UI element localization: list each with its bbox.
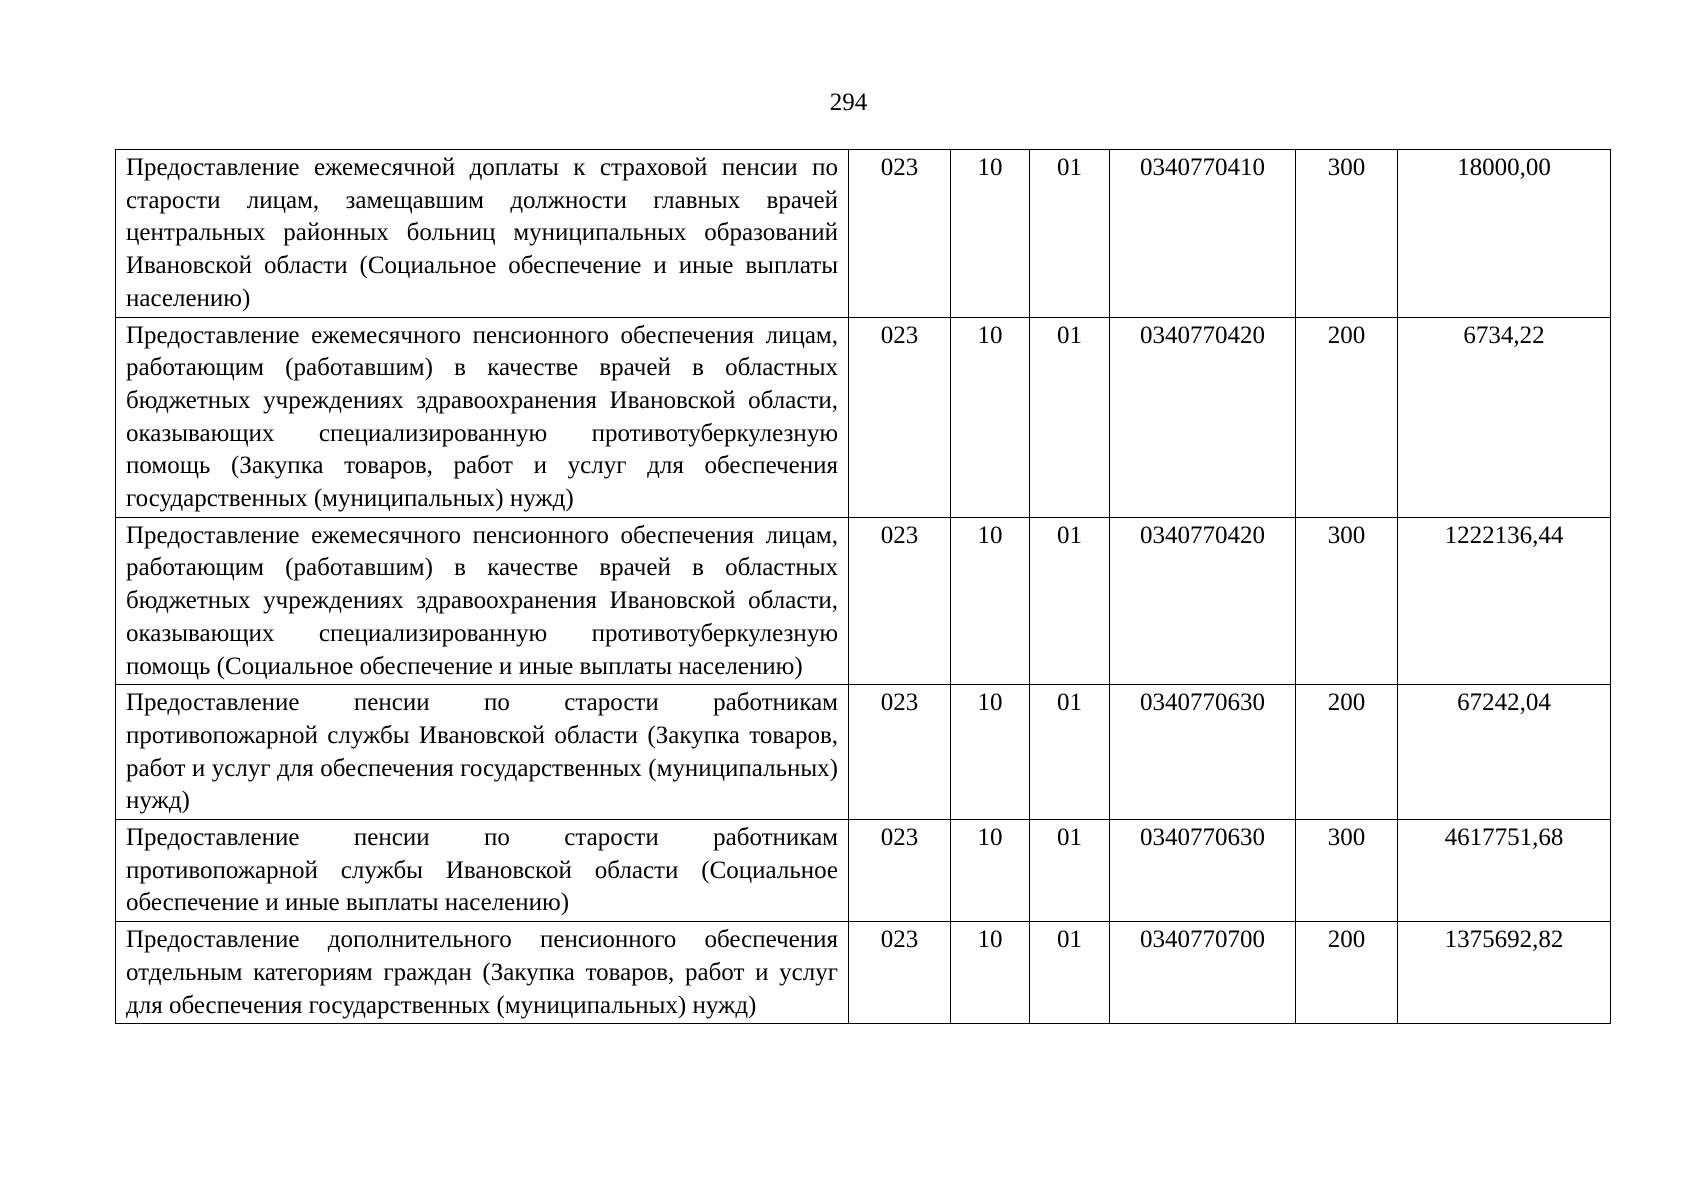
table-row <box>116 685 1611 820</box>
table-row <box>116 517 1611 685</box>
target-article-cell: 0340770700 <box>1110 922 1296 1024</box>
expense-type-cell: 200 <box>1296 317 1398 517</box>
page-number: 294 <box>829 89 868 116</box>
table-row <box>116 317 1611 517</box>
section-cell: 10 <box>951 685 1030 820</box>
expense-type-cell: 200 <box>1296 685 1398 820</box>
description-cell: Предоставление пенсии по старости работникам противопожарной службы Ивановской области (Социальное обеспечение и иные выплаты населению) <box>116 820 849 922</box>
section-cell: 10 <box>951 317 1030 517</box>
target-article-cell: 0340770420 <box>1110 517 1296 685</box>
description-cell: Предоставление ежемесячного пенсионного обеспечения лицам, работающим (работавшим) в качестве врачей в областных бюджетных учреждениях здравоохранения Ивановской области, оказывающих специализированную противотуберкулезную помощь (Закупка товаров, работ и услуг для обеспечения государственных (муниципальных) нужд) <box>116 317 849 517</box>
ministry-code-cell: 023 <box>849 517 951 685</box>
table-row <box>116 820 1611 922</box>
ministry-code-cell: 023 <box>849 150 951 318</box>
budget-table <box>115 149 1611 1024</box>
amount-cell: 6734,22 <box>1398 317 1611 517</box>
amount-cell: 67242,04 <box>1398 685 1611 820</box>
subsection-cell: 01 <box>1030 922 1110 1024</box>
amount-cell: 18000,00 <box>1398 150 1611 318</box>
section-cell: 10 <box>951 150 1030 318</box>
target-article-cell: 0340770630 <box>1110 685 1296 820</box>
ministry-code-cell: 023 <box>849 685 951 820</box>
description-cell: Предоставление дополнительного пенсионного обеспечения отдельным категориям граждан (Закупка товаров, работ и услуг для обеспечения государственных (муниципальных) нужд) <box>116 922 849 1024</box>
subsection-cell: 01 <box>1030 150 1110 318</box>
description-cell: Предоставление пенсии по старости работникам противопожарной службы Ивановской области (Закупка товаров, работ и услуг для обеспечения государственных (муниципальных) нужд) <box>116 685 849 820</box>
target-article-cell: 0340770420 <box>1110 317 1296 517</box>
expense-type-cell: 300 <box>1296 820 1398 922</box>
subsection-cell: 01 <box>1030 317 1110 517</box>
description-cell: Предоставление ежемесячной доплаты к страховой пенсии по старости лицам, замещавшим должности главных врачей центральных районных больниц муниципальных образований Ивановской области (Социальное обеспечение и иные выплаты населению) <box>116 150 849 318</box>
target-article-cell: 0340770410 <box>1110 150 1296 318</box>
expense-type-cell: 300 <box>1296 517 1398 685</box>
ministry-code-cell: 023 <box>849 820 951 922</box>
section-cell: 10 <box>951 820 1030 922</box>
expense-type-cell: 200 <box>1296 922 1398 1024</box>
section-cell: 10 <box>951 517 1030 685</box>
description-cell: Предоставление ежемесячного пенсионного обеспечения лицам, работающим (работавшим) в качестве врачей в областных бюджетных учреждениях здравоохранения Ивановской области, оказывающих специализированную противотуберкулезную помощь (Социальное обеспечение и иные выплаты населению) <box>116 517 849 685</box>
expense-type-cell: 300 <box>1296 150 1398 318</box>
section-cell: 10 <box>951 922 1030 1024</box>
subsection-cell: 01 <box>1030 685 1110 820</box>
subsection-cell: 01 <box>1030 820 1110 922</box>
table-row <box>116 922 1611 1024</box>
ministry-code-cell: 023 <box>849 922 951 1024</box>
amount-cell: 4617751,68 <box>1398 820 1611 922</box>
amount-cell: 1375692,82 <box>1398 922 1611 1024</box>
table-row <box>116 150 1611 318</box>
subsection-cell: 01 <box>1030 517 1110 685</box>
amount-cell: 1222136,44 <box>1398 517 1611 685</box>
ministry-code-cell: 023 <box>849 317 951 517</box>
target-article-cell: 0340770630 <box>1110 820 1296 922</box>
